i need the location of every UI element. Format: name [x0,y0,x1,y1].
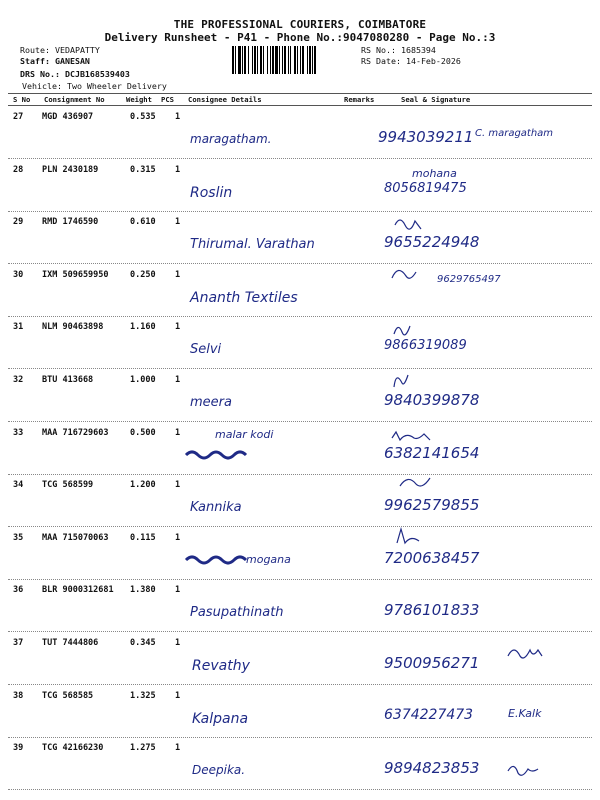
pieces-value: 1 [175,322,181,333]
consignment-number: MAA 715070063 [42,532,109,543]
table-row [0,369,600,421]
serial-number: 39 [13,743,24,754]
consignee-name: Selvi [190,342,222,358]
table-row [0,159,600,211]
consignee-name: Thirumal. Varathan [190,237,315,253]
struck-out-scribble [186,553,256,567]
consignment-number: TCG 568599 [42,480,94,491]
signature-scribble [392,266,442,288]
receiver-phone: 9943039211 [378,128,474,146]
drs-label: DRS No.: DCJB168539403 [20,69,130,79]
row-separator [8,789,592,790]
serial-number: 27 [13,112,24,122]
receiver-phone: 9894823853 [384,759,480,778]
consignment-number: IXM 509659950 [42,269,109,280]
serial-number: 37 [13,638,24,648]
pieces-value: 1 [175,585,181,596]
pieces-value: 1 [175,164,181,175]
weight-value: 1.000 [130,375,156,385]
pieces-value: 1 [175,269,181,280]
serial-number: 36 [13,585,24,596]
weight-value: 1.380 [130,585,156,596]
signature-scribble [395,527,445,549]
consignment-number: TUT 7444806 [42,638,99,648]
table-row [0,106,600,158]
runsheet-title: THE PROFESSIONAL COURIERS, COIMBATORE [173,18,427,31]
signature-scribble [392,428,442,450]
consignee-name: meera [190,395,232,410]
serial-number: 31 [13,322,24,333]
serial-number: 38 [13,690,24,701]
serial-number: 29 [13,217,24,228]
consignment-number: MGD 436907 [42,112,94,122]
weight-value: 0.610 [130,217,156,228]
consignee-name: malar kodi [215,427,274,441]
weight-value: 1.275 [130,743,156,754]
handwritten-note: mohana [412,166,457,180]
pieces-value: 1 [175,690,181,701]
receiver-phone: 6382141654 [384,443,480,462]
vehicle-label: Vehicle: Two Wheeler Delivery [22,81,167,91]
consignee-name: maragatham. [190,132,272,146]
serial-number: 32 [13,375,24,385]
pieces-value: 1 [175,112,181,122]
column-header-consignee: Consignee Details [188,95,262,104]
pieces-value: 1 [175,375,181,385]
serial-number: 28 [13,164,24,175]
table-row [0,737,600,789]
column-header-seal: Seal & Signature [401,95,471,104]
serial-number: 34 [13,480,24,491]
table-row [0,422,600,474]
handwritten-note: E.Kalk [508,706,542,720]
runsheet-subtitle: Delivery Runsheet - P41 - Phone No.:9047080280 - Page No.:3 [104,31,496,44]
receiver-phone: 9962579855 [384,496,480,515]
pieces-value: 1 [175,532,181,543]
column-header-sno: S No [13,95,31,104]
signature-scribble [395,215,445,237]
receiver-phone: 8056819475 [384,180,467,196]
barcode [232,46,356,74]
weight-value: 0.500 [130,427,156,438]
receiver-phone: 9500956271 [384,654,480,672]
weight-value: 0.315 [130,164,156,175]
consignment-number: PLN 2430189 [42,164,99,175]
weight-value: 0.345 [130,638,156,648]
weight-value: 0.250 [130,269,156,280]
rs-no-label: RS No.: 1685394 [361,45,436,55]
consignee-name: Ananth Textiles [190,289,298,306]
pieces-value: 1 [175,743,181,754]
handwritten-note: C. maragatham [475,128,554,139]
column-header-weight: Weight [126,95,152,104]
struck-out-scribble [186,448,256,462]
staff-label: Staff: GANESAN [20,56,90,66]
consignment-number: NLM 90463898 [42,322,104,333]
barcode-bar [316,46,318,74]
table-row [0,316,600,368]
table-row [0,264,600,316]
consignment-number: BLR 9000312681 [42,585,114,596]
signature-scribble [390,369,440,391]
consignment-number: RMD 1746590 [42,217,99,228]
weight-value: 1.325 [130,690,156,701]
serial-number: 35 [13,532,24,543]
consignee-name: Roslin [190,184,233,201]
header-rule-top [8,93,592,94]
table-row [0,685,600,737]
rs-date-label: RS Date: 14-Feb-2026 [361,56,461,66]
serial-number: 33 [13,427,24,438]
consignee-name: mogana [246,552,291,566]
weight-value: 1.160 [130,322,156,333]
weight-value: 1.200 [130,480,156,491]
receiver-phone: 9629765497 [437,273,501,285]
weight-value: 0.535 [130,112,156,122]
table-row [0,474,600,526]
receiver-phone: 9866319089 [384,338,467,354]
pieces-value: 1 [175,638,181,648]
table-row [0,579,600,631]
consignment-number: BTU 413668 [42,375,94,385]
receiver-phone: 9840399878 [384,391,480,409]
pieces-value: 1 [175,480,181,491]
receiver-phone: 7200638457 [384,548,480,567]
pieces-value: 1 [175,217,181,228]
signature-scribble [392,320,442,342]
column-header-remarks: Remarks [344,95,375,104]
consignment-number: MAA 716729603 [42,427,109,438]
consignee-name: Pasupathinath [190,605,284,621]
table-row [0,632,600,684]
receiver-phone: 6374227473 [384,706,474,723]
signature-scribble [400,474,450,496]
consignee-name: Deepika. [192,763,246,778]
signature-scribble [508,761,558,783]
consignee-name: Kalpana [192,710,249,727]
serial-number: 30 [13,269,24,280]
table-row [0,527,600,579]
receiver-phone: 9786101833 [384,601,480,620]
receiver-phone: 9655224948 [384,233,480,252]
table-row [0,211,600,263]
consignment-number: TCG 42166230 [42,743,104,754]
consignee-name: Revathy [192,658,250,674]
consignee-name: Kannika [190,500,242,516]
column-header-consignment: Consignment No [44,95,105,104]
signature-scribble [508,646,558,668]
column-header-pcs: PCS [161,95,174,104]
weight-value: 0.115 [130,532,156,543]
pieces-value: 1 [175,427,181,438]
consignment-number: TCG 568585 [42,690,94,701]
route-label: Route: VEDAPATTY [20,45,100,55]
